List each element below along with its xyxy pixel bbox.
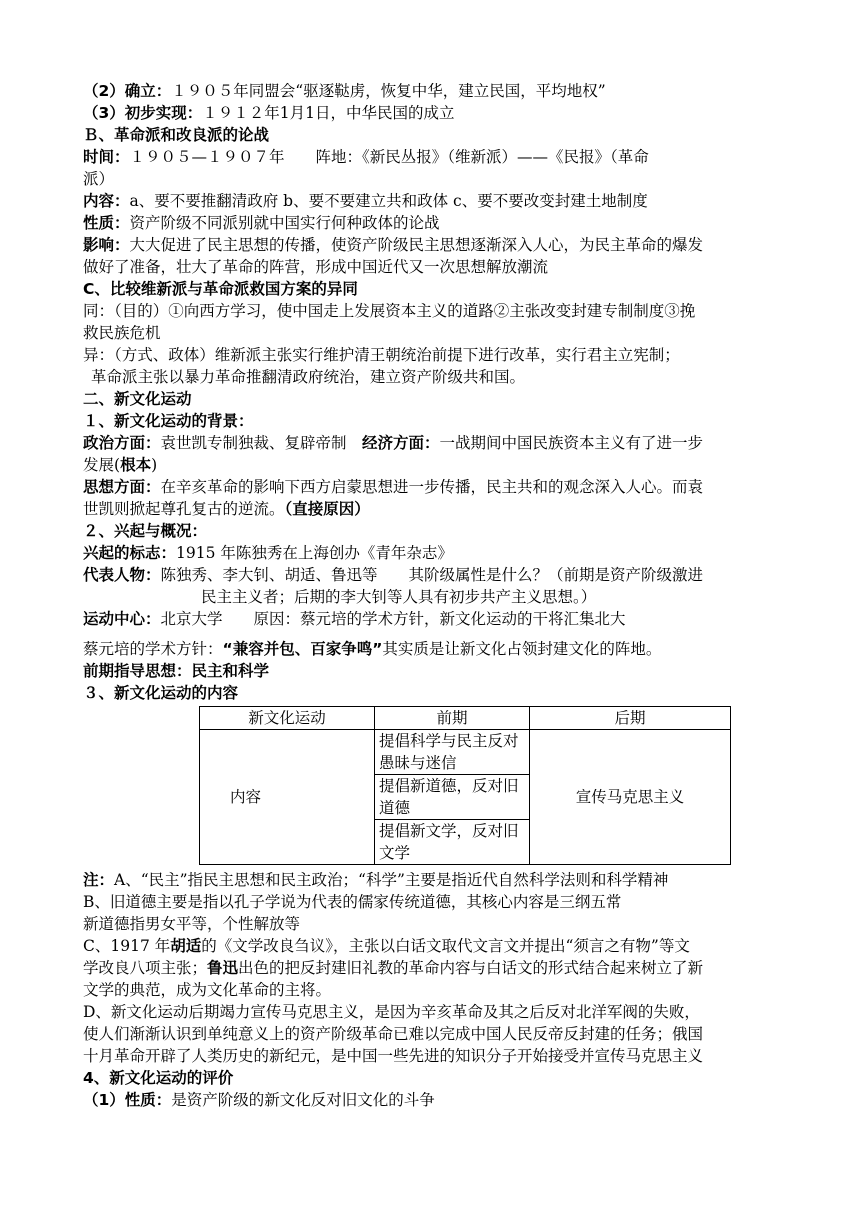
table-cell-early-3: 提倡新文学，反对旧文学 <box>375 820 530 865</box>
note-b-line-2: 新道德指男女平等，个性解放等 <box>83 915 301 933</box>
table-row-label: 内容 <box>200 730 375 865</box>
note-c-line-3: 文学的典范，成为文化革命的主将。 <box>83 981 332 999</box>
background-title: １、新文化运动的背景： <box>83 412 254 430</box>
debate-nature-line <box>83 212 783 234</box>
debate-impact-label: 影响： <box>83 236 130 254</box>
representatives-line <box>83 564 783 586</box>
establish-text: １９０５年同盟会“驱逐鞑虏，恢复中华，建立民国，平均地权” <box>171 82 606 100</box>
debate-time-text: １９０５—１９０７年 阵地：《新民丛报》（维新派）——《民报》（革命 <box>129 148 649 166</box>
content-table <box>199 706 731 865</box>
debate-nature-label: 性质： <box>83 214 130 232</box>
cai-policy-label: 蔡元培的学术方针： <box>83 640 223 658</box>
representatives-cont: 民主主义者；后期的李大钊等人具有初步共产主义思想。） <box>201 588 597 606</box>
same-line-2: 救民族危机 <box>83 324 161 342</box>
same-line-1: 同：（目的）①向西方学习，使中国走上发展资本主义的道路②主张改变封建专制制度③挽 <box>83 302 696 320</box>
lu-xun-name: 鲁迅 <box>207 959 239 977</box>
table-header-late: 后期 <box>530 707 731 730</box>
establish-label: （2）确立： <box>83 82 172 100</box>
section-b-title: Ｂ、革命派和改良派的论战 <box>83 126 270 144</box>
root-cause-label: 根本 <box>120 456 152 474</box>
representatives-label: 代表人物： <box>83 566 161 584</box>
debate-time-line <box>83 146 783 168</box>
hu-shi-name: 胡适 <box>170 937 202 955</box>
rise-line <box>83 542 783 564</box>
thought-text: 在辛亥革命的影响下西方启蒙思想进一步传播，民主共和的观念深入人心。而袁 <box>160 478 704 496</box>
debate-impact-text: 大大促进了民主思想的传播，使资产阶级民主思想逐渐深入人心，为民主革命的爆发 <box>129 236 704 254</box>
center-text: 北京大学 原因：蔡元培的学术方针，新文化运动的干将汇集北大 <box>160 610 626 628</box>
debate-impact-cont: 做好了准备，壮大了革命的阵营，形成中国近代又一次思想解放潮流 <box>83 258 549 276</box>
thought-line <box>83 476 783 498</box>
note-c-pre: C、1917 年 <box>83 937 171 955</box>
cai-policy-slogan: “兼容并包、百家争鸣” <box>222 640 383 658</box>
thought-label: 思想方面： <box>83 478 161 496</box>
table-cell-early-2: 提倡新道德，反对旧道德 <box>375 775 530 820</box>
establish-line <box>83 80 783 102</box>
cai-policy-text: 其实质是让新文化占领封建文化的阵地。 <box>382 640 662 658</box>
political-label: 政治方面： <box>83 434 161 452</box>
debate-impact-line <box>83 234 783 256</box>
diff-line-2: 革命派主张以暴力革命推翻清政府统治，建立资产阶级共和国。 <box>91 368 526 386</box>
debate-time-label: 时间： <box>83 148 130 166</box>
debate-content-line <box>83 190 783 212</box>
evaluation-nature-label: （1）性质： <box>83 1091 172 1109</box>
table-row <box>200 730 731 775</box>
evaluation-title: 4、新文化运动的评价 <box>83 1069 234 1087</box>
early-guide-line: 前期指导思想：民主和科学 <box>83 662 270 680</box>
table-cell-late: 宣传马克思主义 <box>530 730 731 865</box>
evaluation-nature-line <box>83 1089 783 1111</box>
table-header-early: 前期 <box>375 707 530 730</box>
debate-time-cont: 派） <box>83 170 115 188</box>
economic-cont: 发展( <box>83 456 121 474</box>
political-economic-line <box>83 432 783 454</box>
note-d-line-2: 使人们渐渐认识到单纯意义上的资产阶级革命已难以完成中国人民反帝反封建的任务；俄国 <box>83 1025 704 1043</box>
note-d-line-1: D、新文化运动后期竭力宣传马克思主义，是因为辛亥革命及其之后反对北洋军阀的失败， <box>83 1003 700 1021</box>
evaluation-nature-text: 是资产阶级的新文化反对旧文化的斗争 <box>171 1091 435 1109</box>
economic-cont-line <box>83 454 783 476</box>
center-label: 运动中心： <box>83 610 161 628</box>
economic-label: 经济方面： <box>362 434 440 452</box>
note-c-line-2 <box>83 957 783 979</box>
table-cell-early-1: 提倡科学与民主反对愚昧与迷信 <box>375 730 530 775</box>
direct-cause-label: （直接原因） <box>284 500 370 518</box>
rise-text: 1915 年陈独秀在上海创办《青年杂志》 <box>176 544 453 562</box>
table-header-row <box>200 707 731 730</box>
thought-cont-line <box>83 498 783 520</box>
rise-label: 兴起的标志： <box>83 544 177 562</box>
debate-content-label: 内容： <box>83 192 130 210</box>
initial-realization-line <box>83 102 783 124</box>
document-page <box>83 80 783 1111</box>
diff-line-1: 异：（方式、政体）维新派主张实行维护清王朝统治前提下进行改革，实行君主立宪制； <box>83 346 680 364</box>
political-text: 袁世凯专制独裁、复辟帝制 <box>160 434 363 452</box>
representatives-text: 陈独秀、李大钊、胡适、鲁迅等 其阶级属性是什么？（前期是资产阶级激进 <box>160 566 704 584</box>
note-c2-post: 出色的把反封建旧礼教的革命内容与白话文的形式结合起来树立了新 <box>238 959 704 977</box>
rise-overview-title: ２、兴起与概况： <box>83 522 208 540</box>
initial-realization-text: １９１２年1月1日，中华民国的成立 <box>202 104 455 122</box>
note-label: 注： <box>83 871 115 889</box>
note-c-post: 的《文学改良刍议》，主张以白话文取代文言文并提出“须言之有物”等文 <box>201 937 690 955</box>
note-a-text: A、“民主”指民主思想和民主政治；“科学”主要是指近代自然科学法则和科学精神 <box>114 871 669 889</box>
note-c2-pre: 学改良八项主张； <box>83 959 208 977</box>
initial-realization-label: （3）初步实现： <box>83 104 203 122</box>
cai-policy-line <box>83 638 783 660</box>
part2-title: 二、新文化运动 <box>83 390 192 408</box>
note-c-line-1 <box>83 935 783 957</box>
note-d-line-3: 十月革命开辟了人类历史的新纪元，是中国一些先进的知识分子开始接受并宣传马克思主义 <box>83 1047 704 1065</box>
economic-close: ) <box>151 456 158 474</box>
note-a-line <box>83 869 783 891</box>
debate-content-text: a、要不要推翻清政府 b、要不要建立共和政体 c、要不要改变封建土地制度 <box>129 192 648 210</box>
thought-cont: 世凯则掀起尊孔复古的逆流。 <box>83 500 285 518</box>
center-line <box>83 608 783 630</box>
debate-nature-text: 资产阶级不同派别就中国实行何种政体的论战 <box>129 214 440 232</box>
content-title: ３、新文化运动的内容 <box>83 684 239 702</box>
economic-text: 一战期间中国民族资本主义有了进一步 <box>439 434 704 452</box>
section-c-title: C、比较维新派与革命派救国方案的异同 <box>83 280 358 298</box>
table-header-movement: 新文化运动 <box>200 707 375 730</box>
note-b-line-1: B、旧道德主要是指以孔子学说为代表的儒家传统道德，其核心内容是三纲五常 <box>83 893 622 911</box>
